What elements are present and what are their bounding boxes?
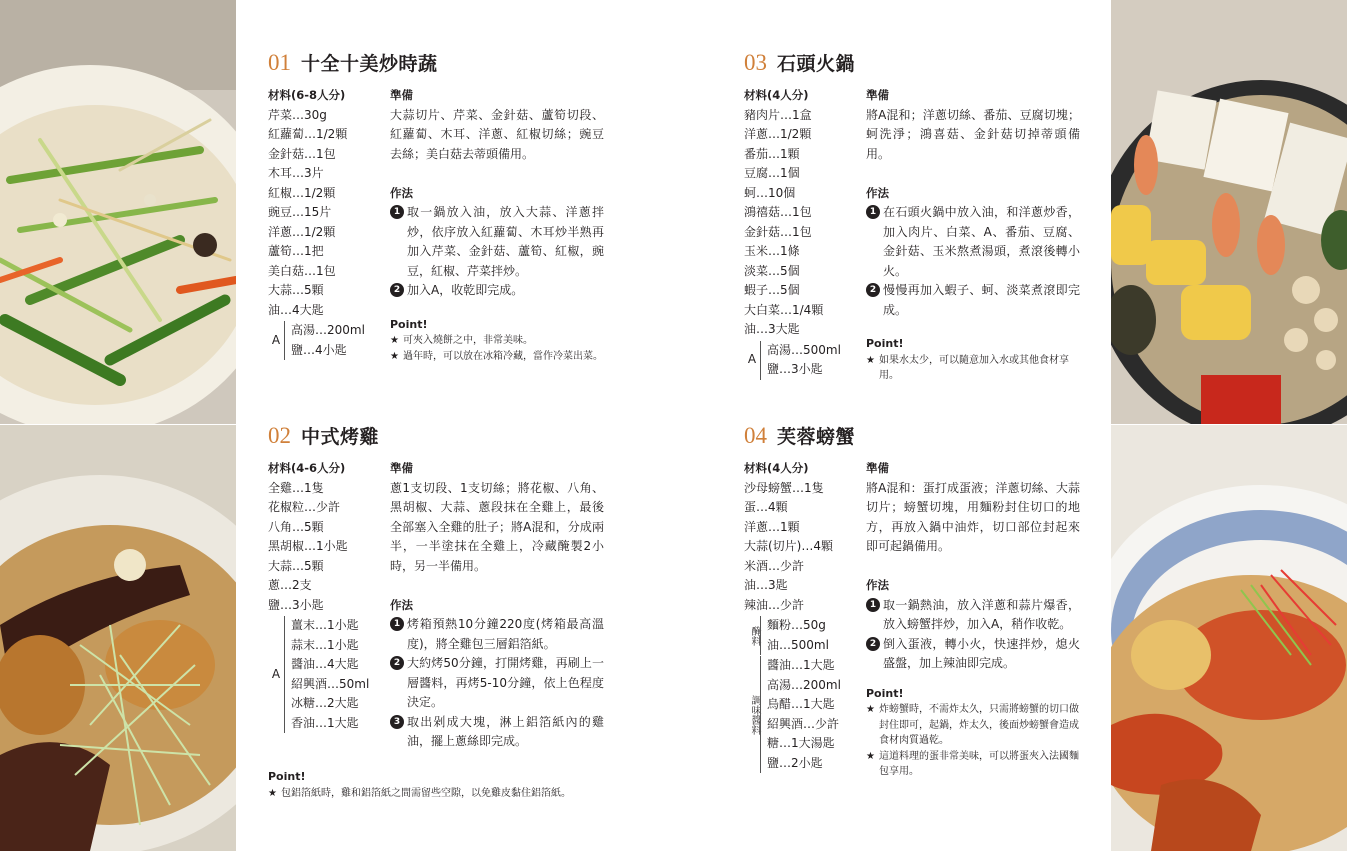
recipe-01-ingredients [268,86,386,360]
tip: ★ 可夾入燒餅之中，非常美味。 [390,333,604,349]
ingredient: 洋蔥…1/2顆 [744,127,812,141]
recipe-03-title [744,49,855,76]
method-step: 2 大約烤50分鐘，打開烤雞，再刷上一層醬料，再烤5-10分鐘，依上色程度決定。 [390,654,604,713]
ingredient: 蛋…4顆 [744,500,788,514]
step-number-icon: 2 [866,637,880,651]
method-step: 2 加入A，收乾即完成。 [390,281,604,301]
method-heading: 作法 [866,185,889,200]
photo-stone-hotpot [1111,0,1347,424]
group-label: A [747,352,757,367]
group-label: 調味醬料 [749,694,760,735]
prep-text: 大蒜切片、芹菜、金針菇、蘆筍切段、紅蘿蔔、木耳、洋蔥、紅椒切絲；豌豆去絲；美白菇去蒂頭備用。 [390,107,604,161]
ingredient: 油…4大匙 [268,302,324,317]
ingredient: 醬油…4大匙 [291,657,359,671]
ingredient: 大蒜…5顆 [268,558,324,573]
point-heading: Point! [390,317,428,331]
ingredient: 大蒜(切片)…4顆 [744,539,833,553]
step-number-icon: 1 [866,205,880,219]
ingredient: 辣油…少許 [744,597,805,612]
recipe-04-steps [866,459,1080,780]
star-icon: ★ [268,787,277,799]
ingredient-group-a [744,341,862,380]
ingredient: 烏醋…1大匙 [767,697,835,711]
ingredient: 芹菜…30g [268,107,327,122]
ingredient: 紅椒…1/2顆 [268,185,336,200]
ingredient: 冰糖…2大匙 [291,696,359,710]
ingredient: 大白菜…1/4顆 [744,302,824,317]
ingredient: 美白菇…1包 [268,263,336,278]
star-icon: ★ [866,354,875,366]
ingredient: 金針菇…1包 [268,146,336,161]
ingredient: 薑末…1小匙 [291,618,359,632]
step-number-icon: 1 [866,598,880,612]
tip: ★ 包鋁箔紙時，雞和鋁箔紙之間需留些空隙，以免雞皮黏住鋁箔紙。 [268,786,608,802]
ingredient: 麵粉…50g [767,618,826,632]
prep-text: 蔥1支切段、1支切絲；將花椒、八角、黑胡椒、大蒜、蔥段抹在全雞上，最後全部塞入全雞的肚子；將A混和，分成兩半，一半塗抹在全雞上，冷藏醃製2小時，另一半備用。 [390,480,604,573]
group-label: A [271,332,281,347]
point-heading: Point! [268,770,306,783]
ingredient: 豆腐…1個 [744,166,800,180]
star-icon: ★ [390,335,399,346]
recipe-number: 02 [268,423,291,448]
prep-heading: 準備 [866,88,889,102]
recipe-04-ingredients [744,459,862,773]
recipe-02-ingredients [268,459,386,733]
recipe-01-steps [390,86,604,364]
method-step: 2 倒入蛋液，轉小火，快速拌炒，熄火盛盤，加上辣油即完成。 [866,635,1080,674]
step-number-icon: 1 [390,617,404,631]
ingredient: 紅蘿蔔…1/2顆 [268,127,348,141]
prep-heading: 準備 [390,461,413,475]
star-icon: ★ [866,704,875,715]
ingredient: 金針菇…1包 [744,224,812,239]
ingredient: 蚵…10個 [744,185,796,200]
star-icon: ★ [866,750,875,762]
recipe-name: 中式烤雞 [301,426,380,448]
ingredient: 洋蔥…1/2顆 [268,224,336,239]
recipe-number: 03 [744,50,767,75]
ingredient: 鹽…4小匙 [291,342,347,357]
ingredient: 豌豆…15片 [268,205,332,219]
method-heading: 作法 [390,185,413,200]
prep-heading: 準備 [390,88,413,102]
ingredient-group-a [268,321,386,360]
photo-roast-chicken [0,425,236,851]
ingredients-heading: 材料(4人分) [744,88,809,102]
method-step: 2 慢慢再加入蝦子、蚵、淡菜煮滾即完成。 [866,281,1080,320]
recipe-01-point [390,317,604,365]
recipe-name: 石頭火鍋 [777,53,856,75]
ingredient: 米酒…少許 [744,558,805,573]
ingredient: 八角…5顆 [268,519,324,534]
method-heading: 作法 [390,597,413,612]
tip: ★ 這道料理的蛋非常美味，可以將蛋夾入法國麵包享用。 [866,749,1080,780]
ingredient: 全雞…1隻 [268,480,324,495]
ingredient: 木耳…3片 [268,166,324,180]
group-label: 醃料 [749,625,760,646]
ingredients-heading: 材料(4-6人分) [268,461,346,475]
ingredient: 糖…1大湯匙 [767,736,835,750]
ingredient: 淡菜…5個 [744,263,800,278]
ingredient: 玉米…1條 [744,244,800,258]
ingredient: 高湯…200ml [291,323,365,337]
photo-crab-with-egg [1111,425,1347,851]
prep-text: 將A混和；洋蔥切絲、番茄、豆腐切塊；蚵洗淨；鴻喜菇、金針菇切掉蒂頭備用。 [866,107,1080,161]
ingredient: 油…500ml [767,637,829,652]
method-step: 1 取一鍋熱油，放入洋蔥和蒜片爆香，放入螃蟹拌炒，加入A，稍作收乾。 [866,596,1080,635]
recipe-name: 芙蓉螃蟹 [777,426,856,448]
ingredient: 沙母螃蟹…1隻 [744,480,824,495]
ingredient: 高湯…500ml [767,342,841,357]
ingredient: 蔥…2支 [268,578,312,592]
ingredient: 番茄…1顆 [744,146,800,161]
ingredients-heading: 材料(4人分) [744,461,809,475]
method-step: 1 在石頭火鍋中放入油，和洋蔥炒香，加入肉片、白菜、A、番茄、豆腐、金針菇、玉米熬煮湯頭，煮滾後轉小火。 [866,203,1080,281]
method-heading: 作法 [866,578,889,592]
star-icon: ★ [390,350,399,362]
tip: ★ 如果水太少，可以隨意加入水或其他食材享用。 [866,353,1080,384]
recipe-03-steps [866,86,1080,384]
ingredient: 醬油…1大匙 [767,658,835,672]
recipe-03-ingredients [744,86,862,380]
photo-stir-fried-vegetables [0,0,236,424]
ingredient: 紹興酒…50ml [291,676,370,691]
recipe-04-point [866,686,1080,780]
method-step: 1 取一鍋放入油，放入大蒜、洋蔥拌炒，依序放入紅蘿蔔、木耳炒半熟再加入芹菜、金針菇、蘆筍、紅椒，豌豆，紅椒、芹菜拌炒。 [390,203,604,281]
tip: ★ 炸螃蟹時，不需炸太久，只需將螃蟹的切口做封住即可，起鍋，炸太久，後面炒螃蟹會造成食材肉質過乾。 [866,702,1080,749]
ingredient: 鹽…2小匙 [767,755,823,770]
method-step: 1 烤箱預熱10分鐘220度(烤箱最高溫度)，將全雞包三層鋁箔紙。 [390,615,604,654]
ingredient-group-a [268,616,386,733]
tip: ★ 過年時，可以放在冰箱冷藏，當作冷菜出菜。 [390,349,604,365]
prep-heading: 準備 [866,461,889,475]
recipe-01-title [268,49,438,76]
prep-text: 將A混和：蛋打成蛋液；洋蔥切絲、大蒜切片；螃蟹切塊，用麵粉封住切口的地方，再放入鍋中油炸，切口部位封起來即可起鍋備用。 [866,480,1080,553]
ingredients-heading: 材料(6-8人分) [268,88,346,102]
recipe-number: 01 [268,50,291,75]
point-heading: Point! [866,686,904,700]
recipe-name: 十全十美炒時蔬 [301,53,438,75]
recipe-04-title [744,422,855,449]
step-number-icon: 1 [390,205,404,219]
group-label: A [271,666,281,681]
ingredient: 蘆筍…1把 [268,244,324,258]
step-number-icon: 2 [390,656,404,670]
recipe-03-point [866,336,1080,384]
ingredient: 紹興酒…少許 [767,716,840,731]
ingredient: 香油…1大匙 [291,715,359,730]
ingredient: 鹽…3小匙 [268,597,324,612]
ingredient: 豬肉片…1盒 [744,107,812,122]
method-step: 3 取出剁成大塊，淋上鋁箔紙內的雞油，擺上蔥絲即完成。 [390,713,604,752]
ingredient: 花椒粒…少許 [268,500,341,514]
ingredient: 油…3大匙 [744,322,800,336]
ingredient-group-sauce [744,656,862,773]
ingredient-group-marinade [744,616,862,655]
recipe-02-steps [390,459,604,752]
ingredient: 鹽…3小匙 [767,362,823,376]
point-heading: Point! [866,337,904,350]
ingredient: 洋蔥…1顆 [744,519,800,534]
ingredient: 高湯…200ml [767,677,841,692]
ingredient: 黑胡椒…1小匙 [268,539,348,553]
step-number-icon: 3 [390,715,404,729]
step-number-icon: 2 [866,283,880,297]
step-number-icon: 2 [390,283,404,297]
ingredient: 鴻禧菇…1包 [744,205,812,219]
ingredient: 大蒜…5顆 [268,283,324,297]
recipe-02-title [268,422,379,449]
ingredient: 蒜末…1小匙 [291,637,359,652]
recipe-number: 04 [744,423,767,448]
ingredient: 蝦子…5個 [744,283,800,297]
ingredient: 油…3匙 [744,578,788,592]
recipe-02-point [268,769,608,801]
